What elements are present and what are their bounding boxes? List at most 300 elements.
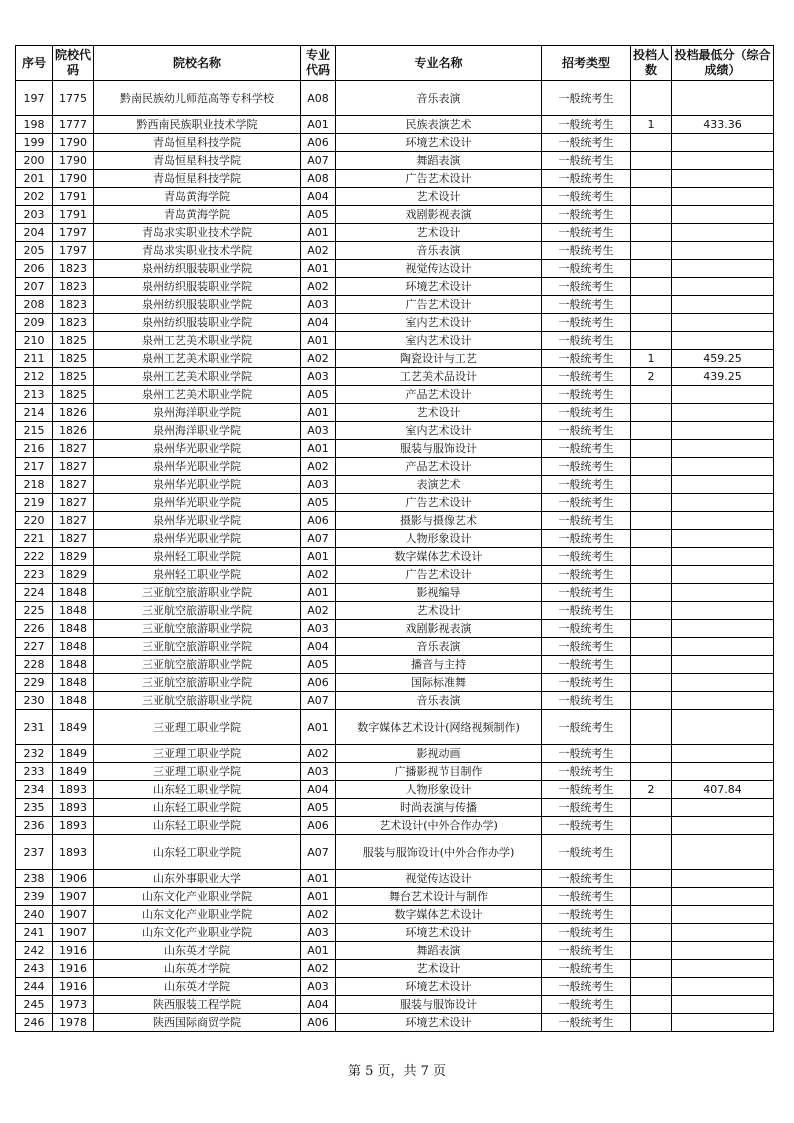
cell-min-score (672, 656, 774, 674)
cell-school-name: 山东英才学院 (94, 978, 301, 996)
cell-min-score (672, 260, 774, 278)
cell-major-name: 舞蹈表演 (336, 152, 542, 170)
cell-count (631, 314, 672, 332)
cell-school-code: 1893 (53, 817, 94, 835)
cell-exam-type: 一般统考生 (542, 548, 631, 566)
cell-school-name: 三亚航空旅游职业学院 (94, 674, 301, 692)
cell-seq: 234 (16, 781, 53, 799)
table-row (16, 422, 774, 440)
cell-exam-type: 一般统考生 (542, 1014, 631, 1032)
cell-count (631, 278, 672, 296)
cell-seq: 220 (16, 512, 53, 530)
table-row (16, 978, 774, 996)
cell-major-name: 舞台艺术设计与制作 (336, 888, 542, 906)
cell-major-code: A03 (301, 476, 336, 494)
cell-school-code: 1827 (53, 530, 94, 548)
cell-major-code: A03 (301, 763, 336, 781)
cell-school-name: 山东英才学院 (94, 942, 301, 960)
cell-school-code: 1907 (53, 888, 94, 906)
cell-seq: 200 (16, 152, 53, 170)
cell-count (631, 1014, 672, 1032)
table-row (16, 116, 774, 134)
cell-school-code: 1829 (53, 566, 94, 584)
cell-exam-type: 一般统考生 (542, 404, 631, 422)
cell-min-score (672, 332, 774, 350)
cell-major-code: A04 (301, 781, 336, 799)
cell-seq: 222 (16, 548, 53, 566)
cell-major-name: 广告艺术设计 (336, 170, 542, 188)
table-row (16, 602, 774, 620)
cell-exam-type: 一般统考生 (542, 888, 631, 906)
header-exam-type: 招考类型 (542, 46, 631, 81)
cell-count (631, 548, 672, 566)
cell-seq: 199 (16, 134, 53, 152)
cell-exam-type: 一般统考生 (542, 422, 631, 440)
cell-school-code: 1893 (53, 799, 94, 817)
cell-school-code: 1826 (53, 404, 94, 422)
cell-min-score (672, 960, 774, 978)
cell-major-name: 数字媒体艺术设计 (336, 906, 542, 924)
cell-min-score (672, 692, 774, 710)
table-row (16, 350, 774, 368)
table-row (16, 314, 774, 332)
cell-school-code: 1825 (53, 368, 94, 386)
cell-major-code: A07 (301, 835, 336, 870)
cell-count (631, 799, 672, 817)
cell-min-score (672, 924, 774, 942)
cell-count (631, 906, 672, 924)
cell-school-name: 青岛求实职业技术学院 (94, 224, 301, 242)
table-row (16, 440, 774, 458)
cell-school-code: 1907 (53, 906, 94, 924)
cell-major-code: A07 (301, 152, 336, 170)
cell-count (631, 512, 672, 530)
cell-school-code: 1791 (53, 206, 94, 224)
cell-school-code: 1823 (53, 278, 94, 296)
cell-school-name: 泉州轻工职业学院 (94, 548, 301, 566)
cell-school-name: 山东轻工职业学院 (94, 799, 301, 817)
cell-school-name: 陕西国际商贸学院 (94, 1014, 301, 1032)
cell-exam-type: 一般统考生 (542, 260, 631, 278)
cell-exam-type: 一般统考生 (542, 494, 631, 512)
cell-count (631, 81, 672, 116)
cell-major-code: A03 (301, 368, 336, 386)
cell-exam-type: 一般统考生 (542, 314, 631, 332)
cell-exam-type: 一般统考生 (542, 924, 631, 942)
cell-school-name: 三亚航空旅游职业学院 (94, 692, 301, 710)
cell-school-code: 1848 (53, 602, 94, 620)
cell-exam-type: 一般统考生 (542, 656, 631, 674)
cell-major-code: A03 (301, 924, 336, 942)
cell-school-code: 1826 (53, 422, 94, 440)
table-row (16, 710, 774, 745)
table-row (16, 332, 774, 350)
cell-major-name: 环境艺术设计 (336, 1014, 542, 1032)
cell-seq: 246 (16, 1014, 53, 1032)
cell-school-name: 泉州纺织服装职业学院 (94, 314, 301, 332)
cell-seq: 202 (16, 188, 53, 206)
cell-count (631, 620, 672, 638)
cell-min-score (672, 745, 774, 763)
cell-count (631, 134, 672, 152)
cell-school-code: 1973 (53, 996, 94, 1014)
cell-major-name: 音乐表演 (336, 692, 542, 710)
cell-major-code: A06 (301, 134, 336, 152)
table-row (16, 781, 774, 799)
cell-exam-type: 一般统考生 (542, 710, 631, 745)
cell-exam-type: 一般统考生 (542, 81, 631, 116)
cell-seq: 244 (16, 978, 53, 996)
cell-school-name: 山东英才学院 (94, 960, 301, 978)
cell-school-name: 山东文化产业职业学院 (94, 924, 301, 942)
header-school-name: 院校名称 (94, 46, 301, 81)
cell-seq: 241 (16, 924, 53, 942)
cell-school-code: 1829 (53, 548, 94, 566)
cell-major-name: 国际标准舞 (336, 674, 542, 692)
cell-min-score: 459.25 (672, 350, 774, 368)
table-row (16, 817, 774, 835)
cell-min-score (672, 906, 774, 924)
cell-major-code: A02 (301, 242, 336, 260)
cell-min-score (672, 620, 774, 638)
cell-min-score (672, 602, 774, 620)
cell-seq: 211 (16, 350, 53, 368)
cell-school-code: 1823 (53, 314, 94, 332)
table-row (16, 692, 774, 710)
cell-major-name: 服装与服饰设计 (336, 996, 542, 1014)
cell-school-name: 泉州工艺美术职业学院 (94, 386, 301, 404)
cell-major-name: 艺术设计 (336, 224, 542, 242)
cell-min-score (672, 152, 774, 170)
cell-major-name: 艺术设计 (336, 960, 542, 978)
cell-major-code: A01 (301, 404, 336, 422)
cell-major-name: 广告艺术设计 (336, 296, 542, 314)
cell-major-name: 室内艺术设计 (336, 422, 542, 440)
cell-exam-type: 一般统考生 (542, 278, 631, 296)
cell-major-code: A06 (301, 512, 336, 530)
cell-min-score (672, 817, 774, 835)
cell-count (631, 584, 672, 602)
cell-seq: 218 (16, 476, 53, 494)
cell-exam-type: 一般统考生 (542, 584, 631, 602)
cell-school-code: 1978 (53, 1014, 94, 1032)
cell-school-name: 泉州华光职业学院 (94, 512, 301, 530)
cell-major-code: A01 (301, 116, 336, 134)
header-seq: 序号 (16, 46, 53, 81)
cell-school-code: 1893 (53, 781, 94, 799)
cell-min-score: 407.84 (672, 781, 774, 799)
cell-seq: 198 (16, 116, 53, 134)
cell-min-score (672, 942, 774, 960)
cell-count (631, 638, 672, 656)
cell-school-name: 泉州轻工职业学院 (94, 566, 301, 584)
cell-major-code: A03 (301, 422, 336, 440)
cell-min-score: 433.36 (672, 116, 774, 134)
cell-seq: 213 (16, 386, 53, 404)
cell-exam-type: 一般统考生 (542, 602, 631, 620)
cell-school-code: 1906 (53, 870, 94, 888)
cell-major-name: 人物形象设计 (336, 781, 542, 799)
cell-school-code: 1848 (53, 674, 94, 692)
header-min-score: 投档最低分（综合成绩） (672, 46, 774, 81)
cell-count (631, 170, 672, 188)
cell-major-code: A01 (301, 942, 336, 960)
cell-seq: 201 (16, 170, 53, 188)
cell-major-code: A02 (301, 458, 336, 476)
cell-school-code: 1848 (53, 584, 94, 602)
cell-exam-type: 一般统考生 (542, 745, 631, 763)
cell-major-code: A03 (301, 296, 336, 314)
cell-school-code: 1775 (53, 81, 94, 116)
cell-min-score (672, 566, 774, 584)
cell-count (631, 710, 672, 745)
cell-major-code: A08 (301, 170, 336, 188)
cell-school-name: 泉州工艺美术职业学院 (94, 350, 301, 368)
cell-seq: 242 (16, 942, 53, 960)
cell-exam-type: 一般统考生 (542, 566, 631, 584)
cell-major-code: A01 (301, 260, 336, 278)
cell-major-name: 音乐表演 (336, 242, 542, 260)
cell-min-score: 439.25 (672, 368, 774, 386)
table-row (16, 942, 774, 960)
cell-school-name: 三亚航空旅游职业学院 (94, 638, 301, 656)
cell-major-name: 表演艺术 (336, 476, 542, 494)
cell-major-name: 广告艺术设计 (336, 494, 542, 512)
cell-major-code: A05 (301, 494, 336, 512)
page-footer: 第 5 页，共 7 页 (347, 1064, 447, 1079)
cell-school-name: 青岛恒星科技学院 (94, 170, 301, 188)
cell-exam-type: 一般统考生 (542, 638, 631, 656)
table-row (16, 152, 774, 170)
header-school-code: 院校代码 (53, 46, 94, 81)
cell-major-name: 播音与主持 (336, 656, 542, 674)
cell-seq: 207 (16, 278, 53, 296)
table-row (16, 888, 774, 906)
cell-major-code: A05 (301, 656, 336, 674)
cell-count (631, 476, 672, 494)
cell-major-name: 视觉传达设计 (336, 260, 542, 278)
cell-exam-type: 一般统考生 (542, 440, 631, 458)
cell-min-score (672, 638, 774, 656)
cell-school-name: 泉州工艺美术职业学院 (94, 368, 301, 386)
cell-school-code: 1823 (53, 296, 94, 314)
cell-min-score (672, 386, 774, 404)
cell-exam-type: 一般统考生 (542, 332, 631, 350)
cell-seq: 238 (16, 870, 53, 888)
cell-seq: 243 (16, 960, 53, 978)
cell-count (631, 152, 672, 170)
cell-school-code: 1849 (53, 710, 94, 745)
cell-major-name: 舞蹈表演 (336, 942, 542, 960)
cell-count (631, 530, 672, 548)
cell-school-name: 泉州华光职业学院 (94, 476, 301, 494)
cell-school-name: 泉州纺织服装职业学院 (94, 278, 301, 296)
table-row (16, 530, 774, 548)
cell-major-name: 数字媒体艺术设计 (336, 548, 542, 566)
table-row (16, 260, 774, 278)
cell-exam-type: 一般统考生 (542, 206, 631, 224)
cell-major-code: A01 (301, 332, 336, 350)
cell-school-name: 泉州华光职业学院 (94, 530, 301, 548)
table-row (16, 620, 774, 638)
cell-major-name: 时尚表演与传播 (336, 799, 542, 817)
cell-major-name: 戏剧影视表演 (336, 206, 542, 224)
cell-school-code: 1825 (53, 350, 94, 368)
cell-exam-type: 一般统考生 (542, 116, 631, 134)
cell-min-score (672, 870, 774, 888)
cell-exam-type: 一般统考生 (542, 188, 631, 206)
table-row (16, 1014, 774, 1032)
cell-exam-type: 一般统考生 (542, 906, 631, 924)
cell-major-code: A02 (301, 745, 336, 763)
cell-min-score (672, 494, 774, 512)
cell-exam-type: 一般统考生 (542, 870, 631, 888)
cell-major-name: 环境艺术设计 (336, 924, 542, 942)
table-row (16, 81, 774, 116)
cell-major-name: 环境艺术设计 (336, 134, 542, 152)
cell-school-name: 泉州纺织服装职业学院 (94, 260, 301, 278)
cell-count (631, 835, 672, 870)
cell-min-score (672, 835, 774, 870)
table-row (16, 745, 774, 763)
cell-exam-type: 一般统考生 (542, 152, 631, 170)
table-row (16, 638, 774, 656)
cell-major-code: A07 (301, 530, 336, 548)
cell-school-code: 1791 (53, 188, 94, 206)
cell-seq: 203 (16, 206, 53, 224)
table-row (16, 278, 774, 296)
cell-exam-type: 一般统考生 (542, 476, 631, 494)
admission-table-container (15, 45, 773, 1032)
cell-seq: 197 (16, 81, 53, 116)
cell-school-name: 泉州工艺美术职业学院 (94, 332, 301, 350)
cell-school-code: 1790 (53, 152, 94, 170)
cell-min-score (672, 584, 774, 602)
cell-school-code: 1790 (53, 134, 94, 152)
cell-seq: 221 (16, 530, 53, 548)
cell-min-score (672, 799, 774, 817)
table-row (16, 960, 774, 978)
cell-min-score (672, 278, 774, 296)
cell-min-score (672, 512, 774, 530)
cell-school-code: 1823 (53, 260, 94, 278)
cell-major-code: A04 (301, 188, 336, 206)
cell-count (631, 978, 672, 996)
cell-exam-type: 一般统考生 (542, 512, 631, 530)
cell-min-score (672, 440, 774, 458)
table-row (16, 799, 774, 817)
table-row (16, 924, 774, 942)
cell-exam-type: 一般统考生 (542, 942, 631, 960)
cell-seq: 227 (16, 638, 53, 656)
table-row (16, 476, 774, 494)
cell-seq: 240 (16, 906, 53, 924)
cell-school-code: 1916 (53, 942, 94, 960)
cell-school-name: 青岛黄海学院 (94, 206, 301, 224)
cell-exam-type: 一般统考生 (542, 242, 631, 260)
cell-major-name: 广播影视节目制作 (336, 763, 542, 781)
cell-major-code: A06 (301, 674, 336, 692)
cell-school-name: 陕西服装工程学院 (94, 996, 301, 1014)
cell-min-score (672, 888, 774, 906)
cell-min-score (672, 170, 774, 188)
cell-school-name: 泉州纺织服装职业学院 (94, 296, 301, 314)
cell-count (631, 242, 672, 260)
table-row (16, 512, 774, 530)
cell-seq: 208 (16, 296, 53, 314)
cell-min-score (672, 404, 774, 422)
cell-seq: 226 (16, 620, 53, 638)
cell-school-code: 1825 (53, 332, 94, 350)
cell-school-code: 1797 (53, 242, 94, 260)
cell-seq: 205 (16, 242, 53, 260)
cell-min-score (672, 296, 774, 314)
cell-count (631, 332, 672, 350)
cell-school-name: 山东外事职业大学 (94, 870, 301, 888)
cell-seq: 209 (16, 314, 53, 332)
cell-seq: 232 (16, 745, 53, 763)
cell-seq: 223 (16, 566, 53, 584)
cell-major-code: A01 (301, 870, 336, 888)
cell-school-name: 三亚航空旅游职业学院 (94, 602, 301, 620)
cell-school-name: 三亚航空旅游职业学院 (94, 620, 301, 638)
table-row (16, 548, 774, 566)
table-row (16, 584, 774, 602)
table-row (16, 494, 774, 512)
cell-school-name: 山东轻工职业学院 (94, 817, 301, 835)
cell-seq: 219 (16, 494, 53, 512)
cell-count (631, 296, 672, 314)
table-row (16, 458, 774, 476)
cell-school-name: 山东轻工职业学院 (94, 835, 301, 870)
cell-min-score (672, 476, 774, 494)
cell-major-name: 戏剧影视表演 (336, 620, 542, 638)
cell-min-score (672, 530, 774, 548)
cell-min-score (672, 242, 774, 260)
cell-min-score (672, 458, 774, 476)
cell-count (631, 260, 672, 278)
table-row (16, 870, 774, 888)
table-row (16, 242, 774, 260)
cell-major-code: A03 (301, 620, 336, 638)
cell-seq: 230 (16, 692, 53, 710)
cell-count (631, 870, 672, 888)
cell-major-name: 数字媒体艺术设计(网络视频制作) (336, 710, 542, 745)
cell-school-name: 黔西南民族职业技术学院 (94, 116, 301, 134)
cell-school-code: 1848 (53, 638, 94, 656)
table-row (16, 674, 774, 692)
cell-exam-type: 一般统考生 (542, 530, 631, 548)
cell-count (631, 960, 672, 978)
table-row (16, 206, 774, 224)
cell-major-code: A01 (301, 440, 336, 458)
cell-major-code: A05 (301, 799, 336, 817)
cell-school-name: 黔南民族幼儿师范高等专科学校 (94, 81, 301, 116)
header-major-code: 专业代码 (301, 46, 336, 81)
cell-exam-type: 一般统考生 (542, 781, 631, 799)
cell-count (631, 440, 672, 458)
cell-major-code: A02 (301, 278, 336, 296)
cell-major-code: A05 (301, 386, 336, 404)
cell-school-code: 1848 (53, 692, 94, 710)
cell-seq: 245 (16, 996, 53, 1014)
cell-major-code: A05 (301, 206, 336, 224)
header-count: 投档人数 (631, 46, 672, 81)
cell-major-code: A02 (301, 602, 336, 620)
cell-seq: 233 (16, 763, 53, 781)
cell-count (631, 674, 672, 692)
cell-min-score (672, 188, 774, 206)
